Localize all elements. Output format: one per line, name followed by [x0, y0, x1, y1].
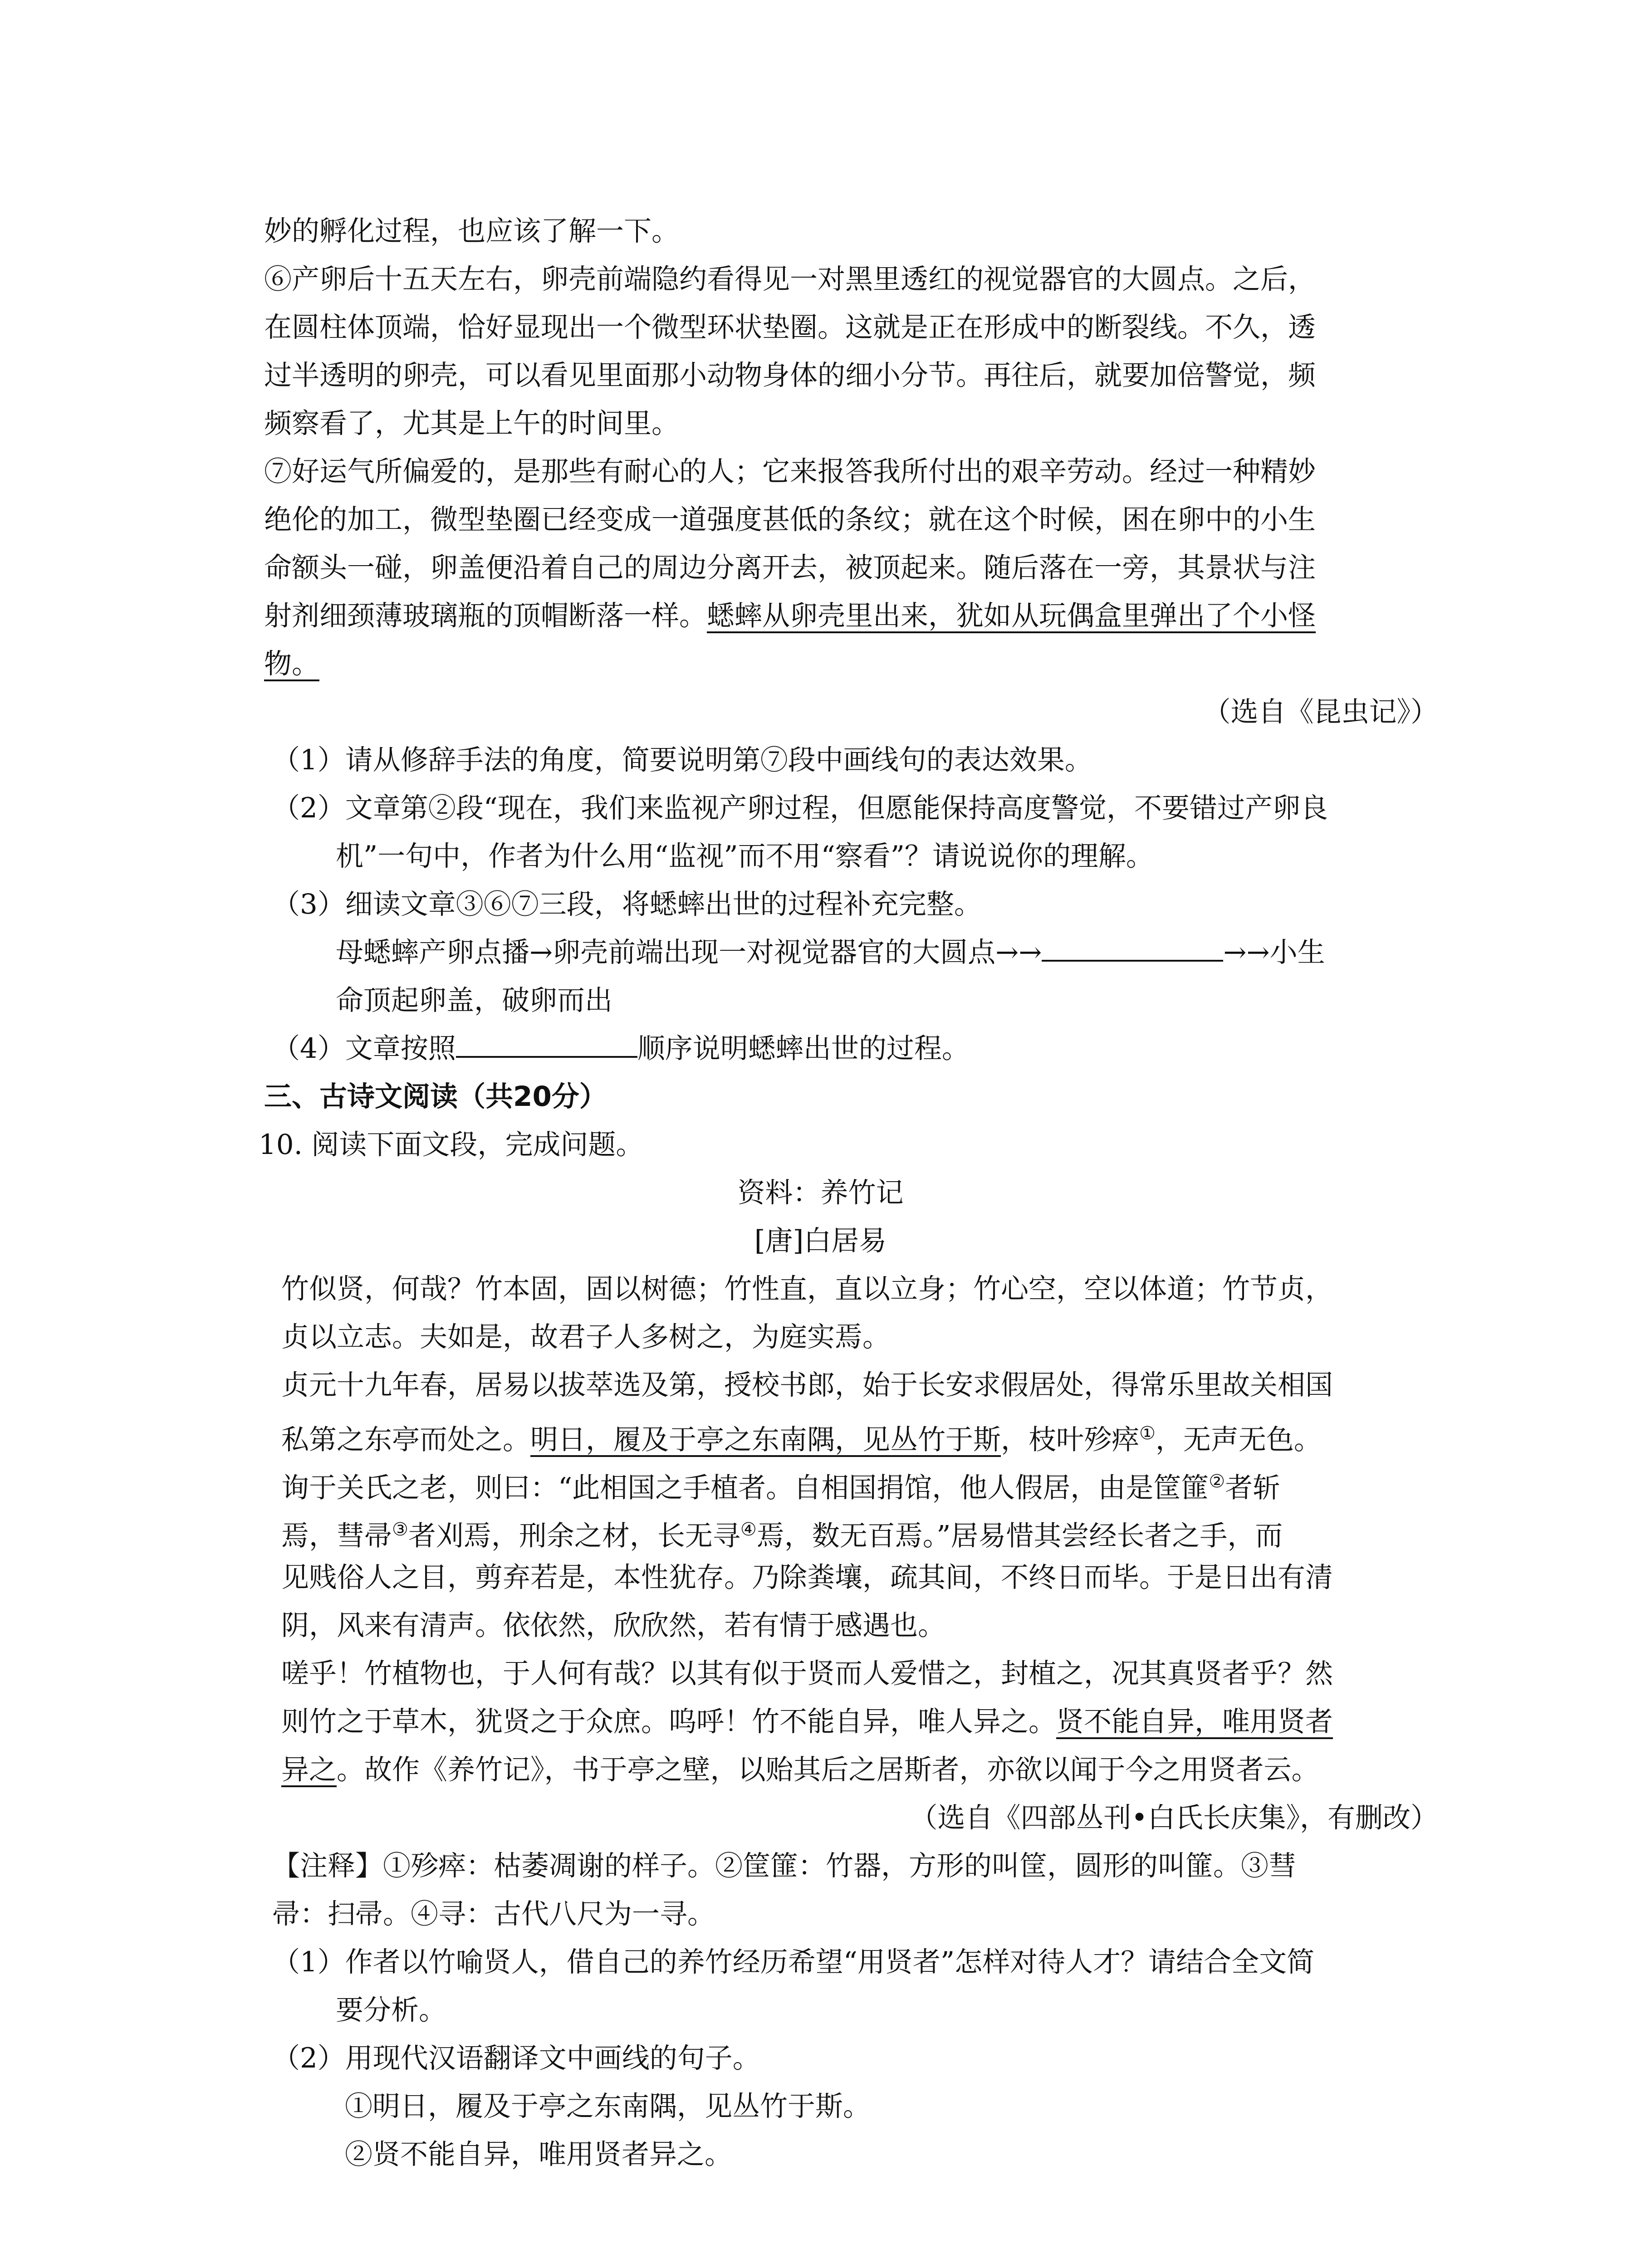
passage-line	[281, 1411, 1641, 1462]
passage-text: 竹似贤，何哉？竹本固，固以树德；竹性直，直以立身；竹心空，空以体道；竹节贞，	[281, 1273, 1333, 1305]
question-text: 命顶起卵盖，破卵而出	[336, 984, 613, 1017]
question-text: ②贤不能自异，唯用贤者异之。	[345, 2138, 733, 2170]
question-prompt: 10. 阅读下面文段，完成问题。	[259, 1129, 644, 1161]
question-text: （2）用现代汉语翻译文中画线的句子。	[272, 2042, 760, 2074]
passage-text: 贞以立志。夫如是，故君子人多树之，为庭实焉。	[281, 1321, 891, 1353]
passage-text: 阴，风来有清声。依依然，欣欣然，若有情于感遇也。	[281, 1609, 946, 1642]
passage-text: 过半透明的卵壳，可以看见里面那小动物身体的细小分节。再往后，就要加倍警觉，频	[264, 359, 1316, 391]
passage-text: 焉，数无百焉。”居易惜其尝经长者之手，而	[756, 1520, 1283, 1552]
question-line	[336, 930, 1641, 975]
question-text: （3）细读文章③⑥⑦三段，将蟋蟀出世的过程补充完整。	[272, 888, 982, 920]
question-text: 机”一句中，作者为什么用“监视”而不用“察看”？请说说你的理解。	[336, 840, 1154, 872]
passage-text: 绝伦的加工，微型垫圈已经变成一道强度甚低的条纹；就在这个时候，困在卵中的小生	[264, 503, 1316, 536]
annotation-text: 【注释】①殄瘁：枯萎凋谢的样子。②筐篚：竹器，方形的叫筐，圆形的叫篚。③彗	[272, 1850, 1297, 1882]
passage-text: 。故作《养竹记》，书于亭之壁，以贻其后之居斯者，亦欲以闻于今之用贤者云。	[337, 1754, 1319, 1786]
source-citation: （选自《昆虫记》）	[1203, 696, 1438, 728]
passage-text: 在圆柱体顶端，恰好显现出一个微型环状垫圈。这就是正在形成中的断裂线。不久，透	[264, 311, 1316, 343]
passage-text: 频察看了，尤其是上午的时间里。	[264, 407, 680, 440]
passage-line	[281, 1699, 1641, 1745]
underlined-sentence: 贤不能自异，唯用贤者	[1056, 1706, 1333, 1738]
answer-blank[interactable]	[1042, 933, 1223, 962]
passage-line	[281, 1507, 1641, 1559]
question-text: 要分析。	[336, 1994, 447, 2026]
passage-text: 则竹之于草木，犹贤之于众庶。呜呼！竹不能自异，唯人异之。	[281, 1706, 1057, 1738]
annotation-text: 帚：扫帚。④寻：古代八尺为一寻。	[272, 1898, 715, 1930]
passage-line	[281, 1747, 1641, 1793]
passage-text: 嗟乎！竹植物也，于人何有哉？以其有似于贤而人爱惜之，封植之，况其真贤者乎？然	[281, 1657, 1333, 1690]
question-text: （1）作者以竹喻贤人，借自己的养竹经历希望“用贤者”怎样对待人才？请结合全文简	[272, 1946, 1315, 1978]
underlined-sentence: 明日，履及于亭之东南隅，见丛竹于斯	[530, 1423, 1001, 1456]
note-marker: ④	[740, 1519, 757, 1540]
passage-author: [唐]白居易	[754, 1225, 887, 1257]
question-text: （2）文章第②段“现在，我们来监视产卵过程，但愿能保持高度警觉，不要错过产卵良	[272, 792, 1328, 824]
note-marker: ①	[1139, 1423, 1156, 1444]
passage-text: 命额头一碰，卵盖便沿着自己的周边分离开去，被顶起来。随后落在一旁，其景状与注	[264, 552, 1316, 584]
passage-line	[264, 593, 1641, 639]
passage-text: 者刈焉，刑余之材，长无寻	[408, 1520, 740, 1552]
question-text: 顺序说明蟋蟀出世的过程。	[637, 1032, 970, 1065]
passage-text: 贞元十九年春，居易以拔萃选及第，授校书郎，始于长安求假居处，得常乐里故关相国	[281, 1369, 1333, 1401]
passage-line	[264, 641, 1641, 687]
passage-text: 者斩	[1225, 1471, 1281, 1504]
passage-line	[281, 1459, 1641, 1510]
passage-text: ，枝叶殄瘁	[1001, 1423, 1140, 1456]
passage-title: 资料：养竹记	[737, 1177, 904, 1209]
note-marker: ③	[392, 1519, 408, 1540]
question-text: （4）文章按照	[272, 1032, 456, 1065]
note-marker: ②	[1209, 1471, 1225, 1492]
question-text: 母蟋蟀产卵点播→卵壳前端出现一对视觉器官的大圆点→→	[336, 936, 1042, 968]
source-citation: （选自《四部丛刊•白氏长庆集》，有删改）	[910, 1802, 1438, 1834]
passage-text: 焉，彗帚	[281, 1520, 392, 1552]
passage-text: 见贱俗人之目，剪弃若是，本性犹存。乃除粪壤，疏其间，不终日而毕。于是日出有清	[281, 1561, 1333, 1593]
passage-text: ，无声无色。	[1155, 1423, 1322, 1456]
passage-text: 私第之东亭而处之。	[281, 1423, 531, 1456]
passage-text: ⑦好运气所偏爱的，是那些有耐心的人；它来报答我所付出的艰辛劳动。经过一种精妙	[264, 455, 1316, 488]
passage-text: 妙的孵化过程，也应该了解一下。	[264, 215, 680, 247]
section-heading: 三、古诗文阅读（共20分）	[264, 1080, 607, 1113]
answer-blank[interactable]	[456, 1029, 637, 1058]
underlined-sentence: 物。	[264, 648, 320, 680]
question-text: →→小生	[1223, 936, 1325, 968]
passage-text: 射剂细颈薄玻璃瓶的顶帽断落一样。	[264, 600, 707, 632]
question-text: ①明日，履及于亭之东南隅，见丛竹于斯。	[345, 2090, 871, 2122]
passage-text: 询于关氏之老，则曰：“此相国之手植者。自相国捐馆，他人假居，由是筐篚	[281, 1471, 1209, 1504]
underlined-sentence: 蟋蟀从卵壳里出来，犹如从玩偶盒里弹出了个小怪	[707, 600, 1316, 632]
passage-text: ⑥产卵后十五天左右，卵壳前端隐约看得见一对黑里透红的视觉器官的大圆点。之后，	[264, 263, 1316, 295]
underlined-sentence: 异之	[281, 1754, 337, 1786]
question-text: （1）请从修辞手法的角度，简要说明第⑦段中画线句的表达效果。	[272, 744, 1092, 776]
question-line	[272, 1026, 1641, 1071]
